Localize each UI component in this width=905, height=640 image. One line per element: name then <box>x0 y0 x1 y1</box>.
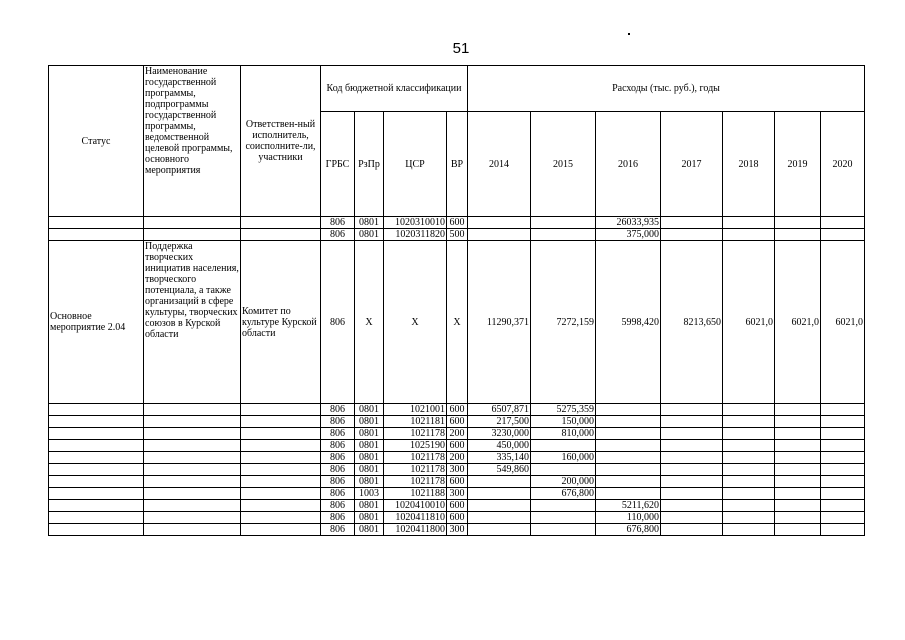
table-row <box>49 464 865 476</box>
status-cell <box>49 440 144 452</box>
amount-cell <box>775 512 821 524</box>
amount-cell <box>821 404 865 416</box>
header-year: 2018 <box>723 112 775 217</box>
grbs-cell: 806 <box>321 488 355 500</box>
amount-cell: 375,000 <box>596 229 661 241</box>
amount-cell <box>821 416 865 428</box>
amount-cell <box>723 452 775 464</box>
rzpr-cell: 0801 <box>355 428 384 440</box>
amount-cell <box>821 464 865 476</box>
amount-cell <box>531 440 596 452</box>
csr-cell: 1025190 <box>384 440 447 452</box>
grbs-cell: 806 <box>321 229 355 241</box>
name-cell <box>144 404 241 416</box>
amount-cell <box>531 512 596 524</box>
amount-cell <box>531 464 596 476</box>
amount-cell <box>723 428 775 440</box>
amount-cell: 5211,620 <box>596 500 661 512</box>
grbs-cell: 806 <box>321 416 355 428</box>
csr-cell: 1020411810 <box>384 512 447 524</box>
name-cell <box>144 476 241 488</box>
status-cell <box>49 452 144 464</box>
csr-cell: 1021001 <box>384 404 447 416</box>
amount-cell: 200,000 <box>531 476 596 488</box>
grbs-cell: 806 <box>321 512 355 524</box>
header-year: 2017 <box>661 112 723 217</box>
amount-cell <box>821 500 865 512</box>
amount-cell <box>596 476 661 488</box>
grbs-cell: 806 <box>321 217 355 229</box>
amount-cell <box>723 229 775 241</box>
amount-cell <box>468 512 531 524</box>
amount-cell <box>596 452 661 464</box>
name-cell <box>144 229 241 241</box>
amount-cell: 5275,359 <box>531 404 596 416</box>
responsible-cell <box>241 500 321 512</box>
rzpr-cell: 0801 <box>355 464 384 476</box>
amount-cell <box>775 217 821 229</box>
amount-cell <box>775 440 821 452</box>
table-row <box>49 500 865 512</box>
name-cell <box>144 488 241 500</box>
amount-cell <box>661 217 723 229</box>
status-cell <box>49 488 144 500</box>
rzpr-cell: 1003 <box>355 488 384 500</box>
amount-cell: 6021,0 <box>821 241 865 404</box>
amount-cell: 5998,420 <box>596 241 661 404</box>
header-expenses-group: Расходы (тыс. руб.), годы <box>468 66 865 112</box>
amount-cell: 6507,871 <box>468 404 531 416</box>
rzpr-cell: 0801 <box>355 416 384 428</box>
rzpr-cell: 0801 <box>355 217 384 229</box>
amount-cell: 450,000 <box>468 440 531 452</box>
header-code-group: Код бюджетной классификации <box>321 66 468 112</box>
amount-cell <box>821 229 865 241</box>
amount-cell <box>775 428 821 440</box>
name-cell <box>144 440 241 452</box>
header-year: 2014 <box>468 112 531 217</box>
table-row <box>49 217 865 229</box>
rzpr-cell: 0801 <box>355 512 384 524</box>
amount-cell <box>723 476 775 488</box>
csr-cell: 1021178 <box>384 476 447 488</box>
responsible-cell <box>241 416 321 428</box>
grbs-cell: 806 <box>321 452 355 464</box>
amount-cell <box>723 500 775 512</box>
amount-cell <box>821 440 865 452</box>
vr-cell: 300 <box>447 488 468 500</box>
header-name: Наименование государственной программы, подпрограммы государственной программы, ведомственной целевой программы, основного мероприятия <box>144 66 241 217</box>
amount-cell: 160,000 <box>531 452 596 464</box>
rzpr-cell: 0801 <box>355 452 384 464</box>
csr-cell: 1020411800 <box>384 524 447 536</box>
table-row <box>49 440 865 452</box>
amount-cell <box>821 476 865 488</box>
amount-cell <box>723 512 775 524</box>
amount-cell: 6021,0 <box>775 241 821 404</box>
responsible-cell <box>241 217 321 229</box>
rzpr-cell: 0801 <box>355 524 384 536</box>
amount-cell <box>468 500 531 512</box>
amount-cell <box>821 512 865 524</box>
vr-cell: 600 <box>447 404 468 416</box>
page-number: 51 <box>452 40 470 57</box>
table-row <box>49 428 865 440</box>
responsible-cell <box>241 229 321 241</box>
amount-cell <box>821 524 865 536</box>
amount-cell: 26033,935 <box>596 217 661 229</box>
rzpr-cell: 0801 <box>355 404 384 416</box>
vr-cell: 500 <box>447 229 468 241</box>
amount-cell: 676,800 <box>596 524 661 536</box>
name-cell <box>144 524 241 536</box>
responsible-cell <box>241 464 321 476</box>
amount-cell <box>723 488 775 500</box>
header-rzpr: РзПр <box>355 112 384 217</box>
header-csr: ЦСР <box>384 112 447 217</box>
amount-cell: 110,000 <box>596 512 661 524</box>
table-row <box>49 512 865 524</box>
vr-cell: 600 <box>447 416 468 428</box>
amount-cell: 8213,650 <box>661 241 723 404</box>
scan-speck <box>628 33 630 35</box>
amount-cell <box>821 452 865 464</box>
amount-cell <box>468 217 531 229</box>
grbs-cell: 806 <box>321 440 355 452</box>
vr-cell: 300 <box>447 524 468 536</box>
amount-cell <box>661 229 723 241</box>
header-vr: ВР <box>447 112 468 217</box>
name-cell <box>144 452 241 464</box>
amount-cell <box>821 428 865 440</box>
grbs-cell: 806 <box>321 464 355 476</box>
amount-cell <box>775 476 821 488</box>
amount-cell <box>661 416 723 428</box>
status-cell: Основное мероприятие 2.04 <box>49 241 144 404</box>
responsible-cell <box>241 524 321 536</box>
csr-cell: Х <box>384 241 447 404</box>
amount-cell <box>775 464 821 476</box>
header-row-1 <box>49 66 865 112</box>
name-cell <box>144 464 241 476</box>
table-row <box>49 524 865 536</box>
budget-table <box>48 65 865 536</box>
amount-cell: 150,000 <box>531 416 596 428</box>
status-cell <box>49 476 144 488</box>
amount-cell <box>821 217 865 229</box>
amount-cell <box>661 488 723 500</box>
header-status: Статус <box>49 66 144 217</box>
status-cell <box>49 404 144 416</box>
amount-cell: 676,800 <box>531 488 596 500</box>
amount-cell: 335,140 <box>468 452 531 464</box>
header-grbs: ГРБС <box>321 112 355 217</box>
amount-cell <box>661 512 723 524</box>
amount-cell <box>723 416 775 428</box>
grbs-cell: 806 <box>321 404 355 416</box>
amount-cell <box>821 488 865 500</box>
responsible-cell <box>241 488 321 500</box>
amount-cell <box>775 488 821 500</box>
amount-cell <box>661 404 723 416</box>
amount-cell <box>775 524 821 536</box>
csr-cell: 1020310010 <box>384 217 447 229</box>
name-cell: Поддержка творческих инициатив населения, творческого потенциала, а также организаций в сфере культуры, творческих союзов в Курской области <box>144 241 241 404</box>
status-cell <box>49 217 144 229</box>
amount-cell <box>723 440 775 452</box>
amount-cell <box>468 488 531 500</box>
header-year: 2016 <box>596 112 661 217</box>
table-row <box>49 404 865 416</box>
status-cell <box>49 416 144 428</box>
csr-cell: 1021188 <box>384 488 447 500</box>
rzpr-cell: 0801 <box>355 229 384 241</box>
header-year: 2020 <box>821 112 865 217</box>
rzpr-cell: 0801 <box>355 500 384 512</box>
amount-cell <box>775 500 821 512</box>
amount-cell <box>775 229 821 241</box>
rzpr-cell: Х <box>355 241 384 404</box>
amount-cell <box>661 500 723 512</box>
amount-cell: 11290,371 <box>468 241 531 404</box>
amount-cell <box>723 464 775 476</box>
amount-cell <box>596 428 661 440</box>
amount-cell: 810,000 <box>531 428 596 440</box>
name-cell <box>144 416 241 428</box>
status-cell <box>49 524 144 536</box>
amount-cell <box>661 476 723 488</box>
amount-cell: 549,860 <box>468 464 531 476</box>
amount-cell <box>775 416 821 428</box>
rzpr-cell: 0801 <box>355 476 384 488</box>
main-activity-row <box>49 241 865 404</box>
amount-cell <box>723 524 775 536</box>
responsible-cell <box>241 512 321 524</box>
responsible-cell <box>241 440 321 452</box>
vr-cell: 200 <box>447 452 468 464</box>
amount-cell <box>596 464 661 476</box>
amount-cell <box>661 440 723 452</box>
vr-cell: 600 <box>447 500 468 512</box>
table-row <box>49 476 865 488</box>
amount-cell: 217,500 <box>468 416 531 428</box>
header-responsible: Ответствен-ный исполнитель, соисполните-ли, участники <box>241 66 321 217</box>
name-cell <box>144 428 241 440</box>
csr-cell: 1021178 <box>384 452 447 464</box>
vr-cell: 600 <box>447 440 468 452</box>
amount-cell <box>661 428 723 440</box>
amount-cell <box>661 464 723 476</box>
amount-cell: 6021,0 <box>723 241 775 404</box>
amount-cell <box>531 217 596 229</box>
vr-cell: 600 <box>447 476 468 488</box>
amount-cell <box>723 404 775 416</box>
vr-cell: Х <box>447 241 468 404</box>
name-cell <box>144 500 241 512</box>
status-cell <box>49 500 144 512</box>
grbs-cell: 806 <box>321 241 355 404</box>
csr-cell: 1021178 <box>384 428 447 440</box>
amount-cell <box>661 452 723 464</box>
amount-cell <box>775 404 821 416</box>
responsible-cell <box>241 404 321 416</box>
csr-cell: 1021178 <box>384 464 447 476</box>
name-cell <box>144 217 241 229</box>
rzpr-cell: 0801 <box>355 440 384 452</box>
name-cell <box>144 512 241 524</box>
table-row <box>49 229 865 241</box>
amount-cell <box>723 217 775 229</box>
amount-cell <box>596 416 661 428</box>
grbs-cell: 806 <box>321 524 355 536</box>
status-cell <box>49 428 144 440</box>
amount-cell <box>531 500 596 512</box>
status-cell <box>49 464 144 476</box>
amount-cell <box>468 476 531 488</box>
amount-cell <box>661 524 723 536</box>
amount-cell <box>775 452 821 464</box>
csr-cell: 1020410010 <box>384 500 447 512</box>
vr-cell: 600 <box>447 512 468 524</box>
amount-cell <box>596 488 661 500</box>
amount-cell: 3230,000 <box>468 428 531 440</box>
header-year: 2015 <box>531 112 596 217</box>
status-cell <box>49 512 144 524</box>
header-year: 2019 <box>775 112 821 217</box>
table-row <box>49 452 865 464</box>
grbs-cell: 806 <box>321 476 355 488</box>
responsible-cell <box>241 428 321 440</box>
grbs-cell: 806 <box>321 500 355 512</box>
responsible-cell: Комитет по культуре Курской области <box>241 241 321 404</box>
amount-cell <box>468 524 531 536</box>
amount-cell <box>531 524 596 536</box>
csr-cell: 1020311820 <box>384 229 447 241</box>
amount-cell <box>596 440 661 452</box>
responsible-cell <box>241 476 321 488</box>
table-row <box>49 416 865 428</box>
vr-cell: 600 <box>447 217 468 229</box>
amount-cell <box>531 229 596 241</box>
amount-cell <box>468 229 531 241</box>
status-cell <box>49 229 144 241</box>
amount-cell <box>596 404 661 416</box>
grbs-cell: 806 <box>321 428 355 440</box>
vr-cell: 300 <box>447 464 468 476</box>
vr-cell: 200 <box>447 428 468 440</box>
table-row <box>49 488 865 500</box>
csr-cell: 1021181 <box>384 416 447 428</box>
responsible-cell <box>241 452 321 464</box>
amount-cell: 7272,159 <box>531 241 596 404</box>
